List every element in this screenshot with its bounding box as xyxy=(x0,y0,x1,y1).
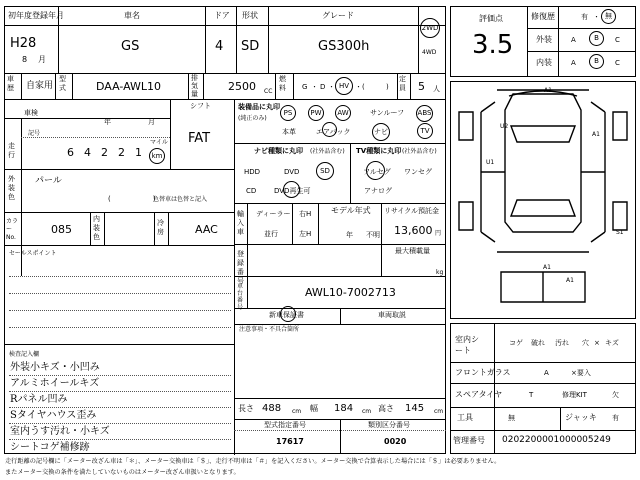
drive-2wd-mark xyxy=(420,18,440,38)
spare-kit: 修理KIT xyxy=(562,391,587,399)
tv-oneseg: ワンセグ xyxy=(404,168,432,176)
jack-value: 有 xyxy=(612,414,619,422)
first-registration-label: 初年度登録年月 xyxy=(8,11,64,20)
fuel-d: D xyxy=(320,83,326,91)
exterior-grade-b: B xyxy=(594,34,599,42)
score-value: 3.5 xyxy=(472,30,514,60)
navi-mark xyxy=(372,123,390,141)
shift-label: シフト xyxy=(190,102,211,110)
capacity-unit: 人 xyxy=(433,85,440,93)
fuel-label: 燃料 xyxy=(279,75,286,92)
interior-grade-a: A xyxy=(571,59,576,67)
exterior-grade-b-mark xyxy=(589,31,604,46)
equip-leather: 本革 xyxy=(282,128,296,136)
drive-4wd: 4WD xyxy=(422,49,437,56)
length-value: 488 xyxy=(262,403,282,414)
registration-era: H28 xyxy=(10,36,37,51)
seat-burn: コゲ xyxy=(509,339,523,347)
doors-value: 4 xyxy=(215,39,224,54)
note-line-2: アルミホイールキズ xyxy=(10,378,100,389)
diagram-note-s1: S1 xyxy=(616,229,624,236)
equip-ps: PS xyxy=(283,108,293,117)
equipment-title: 装備品に丸印 xyxy=(238,103,280,111)
exterior-color-value: パール xyxy=(35,176,62,186)
interior-grade-b-mark xyxy=(589,54,604,69)
pw-mark xyxy=(308,105,324,121)
type-designation-label: 型式指定番号 xyxy=(264,421,306,429)
repair-dot: ・ xyxy=(593,13,600,21)
width-label: 幅 xyxy=(310,404,318,413)
recycle-label: リサイクル預託金 xyxy=(384,207,440,215)
mile-digit-5: 1 xyxy=(135,146,142,159)
equip-aw: AW xyxy=(337,108,349,117)
repair-history-label: 修復歴 xyxy=(531,12,555,21)
aw-mark xyxy=(335,105,351,121)
note-line-5: 室内うす汚れ・小キズ xyxy=(10,426,110,437)
displacement-label: 排気量 xyxy=(191,74,198,98)
type-designation-value: 17617 xyxy=(276,437,304,446)
navi-type-sub: (社外品含む) xyxy=(310,148,345,155)
tools-value: 無 xyxy=(508,414,515,422)
fuel-paren-open: ( xyxy=(362,83,365,91)
import-right-hand: 右H xyxy=(299,210,312,218)
note-line-3: Rパネル凹み xyxy=(10,394,68,405)
chassis-label: 車台番号 xyxy=(237,283,244,311)
car-rear-wheel-left xyxy=(459,202,473,230)
repair-have: 有 xyxy=(581,13,588,21)
notice-label: 注意事項・不具合箇所 xyxy=(239,326,300,333)
seat-tear: 破れ xyxy=(531,339,545,347)
class-number-value: 0020 xyxy=(384,437,407,446)
tv-type-title: TV種類に丸印 xyxy=(356,147,402,155)
car-rear-wheel-right xyxy=(613,202,627,230)
drive-2wd: 2WD xyxy=(421,23,439,32)
chassis-value: AWL10-7002713 xyxy=(305,286,396,299)
length-unit: cm xyxy=(292,408,302,415)
record-label: 記号 xyxy=(28,130,41,137)
spare-label: スペアタイヤ xyxy=(455,390,503,399)
car-roof-outline xyxy=(505,94,581,232)
repair-none: 無 xyxy=(605,12,612,20)
tv-type-sub: (社外品含む) xyxy=(402,148,437,155)
height-unit: cm xyxy=(434,408,444,415)
diagram-note-a1-rear: A1 xyxy=(543,264,551,271)
color-change-note: 色替車は色替と記入 xyxy=(153,196,208,203)
registration-month: 8 xyxy=(22,55,28,64)
import-dealer: ディーラー xyxy=(256,210,291,218)
doc-warranty: 新車保証書 xyxy=(269,311,304,319)
month-unit: 月 xyxy=(38,55,46,64)
exterior-grade-c: C xyxy=(615,36,620,44)
equip-pw: PW xyxy=(310,108,322,117)
max-load-label: 最大積載量 xyxy=(395,247,430,255)
equip-navi: ナビ xyxy=(374,127,388,136)
import-label: 輸入車 xyxy=(237,210,244,236)
tools-label: 工具 xyxy=(457,413,473,422)
model-code-value: DAA-AWL10 xyxy=(96,80,162,93)
note-line-1: 外装小キズ・小凹み xyxy=(10,362,100,373)
navi-cd: CD xyxy=(246,187,257,195)
equip-airbag: エアバック xyxy=(316,128,351,136)
model-year-label: モデル年式 xyxy=(331,206,371,215)
height-value: 145 xyxy=(405,403,425,414)
fuel-hv-mark xyxy=(335,77,353,95)
height-label: 高さ xyxy=(378,404,394,413)
interior-grade-label: 内装 xyxy=(536,58,552,67)
car-damage-diagram xyxy=(451,82,635,318)
displacement-value: 2500 xyxy=(228,80,256,93)
exterior-color-label: 外装色 xyxy=(8,175,15,201)
recycle-value: 13,600 xyxy=(394,224,433,237)
seat-x: × xyxy=(594,339,600,347)
shift-value: FAT xyxy=(188,131,211,146)
cooler-label: 冷房 xyxy=(157,219,164,236)
diagram-note-a1-right: A1 xyxy=(592,131,600,138)
km-unit: km xyxy=(151,151,163,160)
tv-mark xyxy=(417,123,433,139)
mileage-label: 走行 xyxy=(8,142,15,159)
car-name-label: 車名 xyxy=(124,11,140,20)
capacity-value: 5 xyxy=(418,80,425,93)
max-load-unit: kg xyxy=(436,269,444,276)
shape-label: 形状 xyxy=(242,11,258,20)
doc-manual: 車両取説 xyxy=(378,311,406,319)
km-unit-mark xyxy=(149,148,165,164)
interior-grade-c: C xyxy=(615,59,620,67)
ps-mark xyxy=(280,105,296,121)
capacity-label: 定員 xyxy=(399,75,406,92)
cc-unit: CC xyxy=(264,88,273,95)
diagram-note-u1: U1 xyxy=(486,159,495,166)
tv-analog: アナログ xyxy=(364,187,392,195)
inspector-notes-label: 検査記入欄 xyxy=(9,351,40,358)
color-change-paren: ( ) xyxy=(108,195,156,203)
mgmt-value: 0202200001000005249 xyxy=(502,435,611,445)
diagram-note-u2: U2 xyxy=(500,123,509,130)
windshield-label: フロントガラス xyxy=(455,368,511,377)
navi-dvd-playback: DVD再生可 xyxy=(274,187,311,195)
mgmt-label: 管理番号 xyxy=(453,436,485,445)
navi-sd: SD xyxy=(320,166,330,175)
navi-hdd: HDD xyxy=(244,168,261,176)
width-value: 184 xyxy=(334,403,354,414)
equipment-sub: (純正のみ) xyxy=(238,115,267,122)
car-windshield xyxy=(511,126,575,142)
history-value: 自家用 xyxy=(26,81,54,91)
abs-mark xyxy=(416,105,433,122)
inspection-year-unit: 年 xyxy=(104,118,111,126)
seat-scratch: キズ xyxy=(605,339,619,347)
windshield-a: A xyxy=(544,369,549,377)
sales-point-label: セールスポイント xyxy=(9,250,57,257)
length-label: 長さ xyxy=(238,404,254,413)
fuel-hv: HV xyxy=(338,81,350,90)
diagram-note-a1-front: A1 xyxy=(544,87,552,94)
history-label: 車歴 xyxy=(7,75,14,92)
navi-type-title: ナビ種類に丸印 xyxy=(254,147,303,155)
tv-fullseg: フルセグ xyxy=(363,168,391,176)
cooler-value: AAC xyxy=(195,223,218,236)
exterior-grade-label: 外装 xyxy=(536,35,552,44)
fuel-paren-close: ) xyxy=(386,83,389,91)
doors-label: ドア xyxy=(214,11,230,20)
mile-digit-2: 4 xyxy=(84,146,91,159)
interior-grade-b: B xyxy=(594,57,599,65)
inspection-label: 車検 xyxy=(24,109,38,117)
mile-digit-3: 2 xyxy=(101,146,108,159)
color-no-label: カラーNo. xyxy=(6,218,19,241)
grade-label: グレード xyxy=(322,11,354,20)
exterior-grade-a: A xyxy=(571,36,576,44)
reg-number-label: 登録番号 xyxy=(237,250,244,285)
car-front-wheel-right xyxy=(613,112,627,140)
recycle-yen: 円 xyxy=(435,230,442,237)
footer-note-2: またメーター交換の条件を満たしていないものはメーター改ざん車扱いとなります。 xyxy=(5,469,240,476)
fuel-g: G xyxy=(302,83,308,91)
diagram-note-a1-trunk: A1 xyxy=(566,277,574,284)
model-year-unit: 年 xyxy=(346,231,353,239)
windshield-x: ×要入 xyxy=(571,369,591,377)
import-left-hand: 左H xyxy=(299,230,312,238)
mile-digit-4: 2 xyxy=(118,146,125,159)
seat-label: 室内シート xyxy=(455,335,479,355)
mile-unit-label: マイル xyxy=(150,139,168,146)
repair-none-mark xyxy=(601,9,616,24)
car-front-wheel-left xyxy=(459,112,473,140)
equip-tv: TV xyxy=(420,126,430,135)
equip-sunroof: サンルーフ xyxy=(370,109,405,117)
model-code-label: 型式 xyxy=(59,75,66,92)
jack-label: ジャッキ xyxy=(565,413,597,422)
seat-stain: 汚れ xyxy=(555,339,569,347)
seat-hole: 穴 xyxy=(582,339,589,347)
class-number-label: 類別区分番号 xyxy=(368,421,410,429)
equip-abs: ABS xyxy=(417,109,432,117)
spare-missing: 欠 xyxy=(612,391,619,399)
color-no-value: 085 xyxy=(51,223,72,236)
shape-value: SD xyxy=(241,39,260,54)
width-unit: cm xyxy=(362,408,372,415)
note-line-6: シートコゲ補修跡 xyxy=(10,442,90,453)
spare-t: T xyxy=(529,391,534,399)
score-label: 評価点 xyxy=(479,14,503,23)
car-rear-window xyxy=(511,200,575,216)
mile-digit-1: 6 xyxy=(67,146,74,159)
interior-color-label: 内装色 xyxy=(93,215,100,241)
model-year-unknown: 不明 xyxy=(366,231,380,239)
grade-value: GS300h xyxy=(318,39,370,54)
import-parallel: 並行 xyxy=(264,230,278,238)
inspection-month-unit: 月 xyxy=(148,118,155,126)
note-line-4: Sタイヤハウス歪み xyxy=(10,410,97,421)
car-name-value: GS xyxy=(121,39,140,54)
footer-note-1: 走行距離の記号欄に「メーター改ざん車は「＊」、メーター交換車は「＄」、走行不明車は「＃」を記入ください。メーター交換で合算表示した場合には「＄」は必要ありません。 xyxy=(5,458,501,465)
navi-sd-mark xyxy=(316,162,334,180)
navi-dvd: DVD xyxy=(284,168,300,176)
